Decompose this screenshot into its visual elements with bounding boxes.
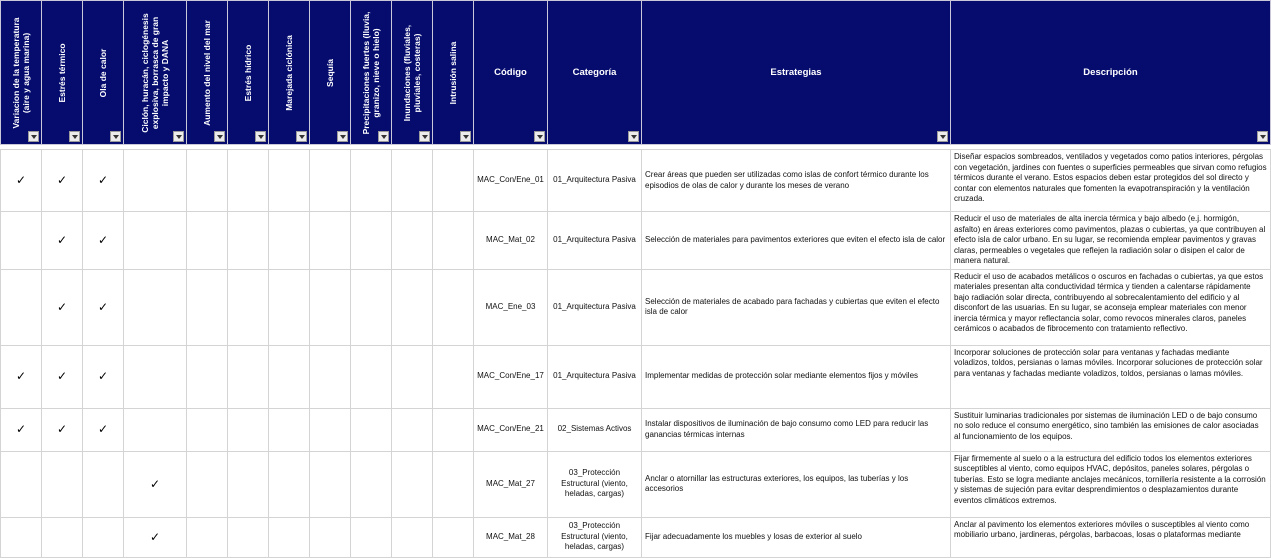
- column-header-codigo[interactable]: [474, 1, 548, 145]
- empty-cell[interactable]: [228, 269, 269, 345]
- table-row[interactable]: [1, 451, 1271, 517]
- estrategia-cell[interactable]: Instalar dispositivos de iluminación de bajo consumo como LED para reducir las ganancias térmicas internas: [642, 408, 951, 451]
- filter-dropdown-icon[interactable]: [69, 131, 80, 142]
- column-header-hazard-10[interactable]: [433, 1, 474, 145]
- column-header-categoria[interactable]: [548, 1, 642, 145]
- categoria-cell[interactable]: 02_Sistemas Activos: [548, 408, 642, 451]
- empty-cell[interactable]: [310, 345, 351, 408]
- column-header-label: Precipitaciones fuertes (lluvia, granizo, nieve o hielo): [361, 11, 381, 134]
- empty-cell[interactable]: [124, 345, 187, 408]
- empty-cell[interactable]: [187, 345, 228, 408]
- checkmark-cell[interactable]: ✓: [83, 408, 124, 451]
- checkmark-cell[interactable]: ✓: [42, 150, 83, 212]
- column-header-label: Categoría: [572, 67, 617, 78]
- empty-cell[interactable]: [351, 408, 392, 451]
- empty-cell[interactable]: [1, 517, 42, 557]
- empty-cell[interactable]: [310, 150, 351, 212]
- column-header-label: Código: [494, 67, 527, 78]
- empty-cell[interactable]: [310, 212, 351, 270]
- column-header-hazard-4[interactable]: [187, 1, 228, 145]
- categoria-cell[interactable]: 01_Arquitectura Pasiva: [548, 345, 642, 408]
- filter-dropdown-icon[interactable]: [534, 131, 545, 142]
- empty-cell[interactable]: [392, 517, 433, 557]
- filter-dropdown-icon[interactable]: [214, 131, 225, 142]
- empty-cell[interactable]: [187, 269, 228, 345]
- descripcion-cell[interactable]: Fijar firmemente al suelo o a la estructura del edificio todos los elementos exteriores susceptibles al viento, como equipos HVAC, depósitos, paneles solares, pérgolas o tuberías. Esto se logra mediante anclajes mecánicos, tornillería resistente a la corrosión y sistemas de sujeción para evitar desprendimientos o desplazamientos durante eventos climáticos extremos.: [951, 451, 1271, 517]
- filter-dropdown-icon[interactable]: [337, 131, 348, 142]
- filter-dropdown-icon[interactable]: [173, 131, 184, 142]
- categoria-cell[interactable]: 03_Protección Estructural (viento, heladas, cargas): [548, 517, 642, 557]
- empty-cell[interactable]: [310, 451, 351, 517]
- filter-dropdown-icon[interactable]: [937, 131, 948, 142]
- empty-cell[interactable]: [187, 408, 228, 451]
- empty-cell[interactable]: [269, 408, 310, 451]
- empty-cell[interactable]: [42, 517, 83, 557]
- estrategia-cell[interactable]: Implementar medidas de protección solar mediante elementos fijos y móviles: [642, 345, 951, 408]
- empty-cell[interactable]: [310, 517, 351, 557]
- empty-cell[interactable]: [433, 408, 474, 451]
- checkmark-cell[interactable]: ✓: [1, 408, 42, 451]
- checkmark-cell[interactable]: ✓: [1, 345, 42, 408]
- empty-cell[interactable]: [228, 451, 269, 517]
- empty-cell[interactable]: [187, 150, 228, 212]
- column-header-hazard-6[interactable]: [269, 1, 310, 145]
- column-header-label: Marejada ciclónica: [284, 34, 294, 111]
- estrategia-cell[interactable]: Selección de materiales de acabado para fachadas y cubiertas que eviten el efecto isla de calor: [642, 269, 951, 345]
- column-header-hazard-5[interactable]: [228, 1, 269, 145]
- empty-cell[interactable]: [269, 451, 310, 517]
- column-header-label: Descripción: [1083, 67, 1138, 78]
- empty-cell[interactable]: [1, 212, 42, 270]
- filter-dropdown-icon[interactable]: [628, 131, 639, 142]
- categoria-cell[interactable]: 01_Arquitectura Pasiva: [548, 269, 642, 345]
- column-header-hazard-2[interactable]: [83, 1, 124, 145]
- codigo-cell[interactable]: MAC_Mat_02: [474, 212, 548, 270]
- empty-cell[interactable]: [228, 150, 269, 212]
- checkmark-cell[interactable]: ✓: [1, 150, 42, 212]
- empty-cell[interactable]: [269, 212, 310, 270]
- checkmark-cell[interactable]: ✓: [42, 345, 83, 408]
- categoria-cell[interactable]: 01_Arquitectura Pasiva: [548, 150, 642, 212]
- categoria-cell[interactable]: 01_Arquitectura Pasiva: [548, 212, 642, 270]
- empty-cell[interactable]: [310, 408, 351, 451]
- empty-cell[interactable]: [310, 269, 351, 345]
- empty-cell[interactable]: [433, 269, 474, 345]
- codigo-cell[interactable]: MAC_Mat_27: [474, 451, 548, 517]
- empty-cell[interactable]: [433, 517, 474, 557]
- empty-cell[interactable]: [228, 345, 269, 408]
- codigo-cell[interactable]: MAC_Con/Ene_17: [474, 345, 548, 408]
- column-header-label: Inundaciones (fluviales, pluviales, costeras): [402, 24, 422, 121]
- codigo-cell[interactable]: MAC_Mat_28: [474, 517, 548, 557]
- descripcion-cell[interactable]: Anclar al pavimento los elementos exteriores móviles o susceptibles al viento como mobiliario urbano, jardineras, pérgolas, barbacoas, losas o plataformas mediante: [951, 517, 1271, 557]
- column-header-descripcion[interactable]: [951, 1, 1271, 145]
- empty-cell[interactable]: [1, 269, 42, 345]
- empty-cell[interactable]: [392, 451, 433, 517]
- filter-dropdown-icon[interactable]: [28, 131, 39, 142]
- empty-cell[interactable]: [187, 212, 228, 270]
- empty-cell[interactable]: [124, 150, 187, 212]
- estrategia-cell[interactable]: Selección de materiales para pavimentos exteriores que eviten el efecto isla de calor: [642, 212, 951, 270]
- filter-dropdown-icon[interactable]: [419, 131, 430, 142]
- descripcion-cell[interactable]: Reducir el uso de acabados metálicos o oscuros en fachadas o cubiertas, ya que estos materiales presentan alta conductividad térmica y tienden a calentarse rápidamente bajo radiación solar directa, contribuyendo al sobrecalentamiento del edificio y al disconfort de las usuarias. En su lugar, se aconseja emplear materiales con menor inercia térmica y mayor reflectancia solar, como revocos minerales claros, paneles cerámicos o acabados de fibrocemento con tratamiento reflectivo.: [951, 269, 1271, 345]
- column-header-label: Ciclón, huracán, ciclogénesis explosiva, borrasca de gran impacto y DANA: [140, 12, 170, 133]
- descripcion-cell[interactable]: Incorporar soluciones de protección solar para ventanas y fachadas mediante voladizos, toldos, persianas o lamas móviles. Incorporar soluciones de protección solar para ventanas y fachadas mediante voladizos, toldos, persianas o lamas móviles.: [951, 345, 1271, 408]
- estrategia-cell[interactable]: Fijar adecuadamente los muebles y losas de exterior al suelo: [642, 517, 951, 557]
- empty-cell[interactable]: [124, 269, 187, 345]
- checkmark-cell[interactable]: ✓: [124, 517, 187, 557]
- header-row: [1, 1, 1271, 150]
- empty-cell[interactable]: [124, 212, 187, 270]
- codigo-cell[interactable]: MAC_Ene_03: [474, 269, 548, 345]
- checkmark-cell[interactable]: ✓: [42, 408, 83, 451]
- column-header-hazard-9[interactable]: [392, 1, 433, 145]
- filter-dropdown-icon[interactable]: [296, 131, 307, 142]
- filter-dropdown-icon[interactable]: [110, 131, 121, 142]
- checkmark-cell[interactable]: ✓: [83, 269, 124, 345]
- estrategia-cell[interactable]: Anclar o atornillar las estructuras exteriores, los equipos, las tuberías y los accesorios: [642, 451, 951, 517]
- column-header-label: Variacion de la temperatura (aire y agua marina): [11, 16, 31, 129]
- column-header-label: Aumento del nivel del mar: [202, 19, 212, 126]
- checkmark-cell[interactable]: ✓: [83, 150, 124, 212]
- table-body: [1, 150, 1271, 558]
- empty-cell[interactable]: [392, 269, 433, 345]
- empty-cell[interactable]: [83, 517, 124, 557]
- empty-cell[interactable]: [187, 517, 228, 557]
- filter-dropdown-icon[interactable]: [378, 131, 389, 142]
- table-row[interactable]: [1, 212, 1271, 270]
- table-row[interactable]: [1, 345, 1271, 408]
- checkmark-cell[interactable]: ✓: [83, 212, 124, 270]
- empty-cell[interactable]: [351, 150, 392, 212]
- empty-cell[interactable]: [1, 451, 42, 517]
- descripcion-cell[interactable]: Reducir el uso de materiales de alta inercia térmica y bajo albedo (e.j. hormigón, asfalto) en áreas exteriores como pavimentos, plazas o cubiertas, ya que contribuyen al efecto isla de calor urbano. En su lugar, se recomienda emplear pavimentos y gravas claras, permeables o vegetales que reflejen la radiación solar o disipen el calor de manera natural.: [951, 212, 1271, 270]
- column-header-estrategias[interactable]: [642, 1, 951, 145]
- empty-cell[interactable]: [269, 269, 310, 345]
- checkmark-cell[interactable]: ✓: [124, 451, 187, 517]
- empty-cell[interactable]: [392, 408, 433, 451]
- estrategia-cell[interactable]: Crear áreas que pueden ser utilizadas como islas de confort térmico durante los episodios de olas de calor y durante los meses de verano: [642, 150, 951, 212]
- table-row[interactable]: [1, 150, 1271, 212]
- empty-cell[interactable]: [351, 212, 392, 270]
- empty-cell[interactable]: [269, 517, 310, 557]
- filter-dropdown-icon[interactable]: [460, 131, 471, 142]
- column-header-label: Ola de calor: [98, 48, 108, 97]
- empty-cell[interactable]: [83, 451, 124, 517]
- empty-cell[interactable]: [228, 517, 269, 557]
- column-header-label: Sequía: [325, 58, 335, 87]
- empty-cell[interactable]: [42, 451, 83, 517]
- categoria-cell[interactable]: 03_Protección Estructural (viento, heladas, cargas): [548, 451, 642, 517]
- empty-cell[interactable]: [269, 345, 310, 408]
- column-header-label: Estrés térmico: [57, 42, 67, 103]
- table-row[interactable]: [1, 269, 1271, 345]
- column-header-label: Estrés hídrico: [243, 44, 253, 101]
- column-header-hazard-0[interactable]: [1, 1, 42, 145]
- descripcion-cell[interactable]: Diseñar espacios sombreados, ventilados y vegetados como patios interiores, pérgolas con vegetación, jardines con fuentes o superficies permeables que sirvan como refugios térmicos durante el verano. Estos espacios deben estar protegidos del sol directo y contar con elementos naturales que fomenten la evapotranspiración y la ventilación cruzada.: [951, 150, 1271, 212]
- empty-cell[interactable]: [351, 269, 392, 345]
- empty-cell[interactable]: [392, 212, 433, 270]
- empty-cell[interactable]: [351, 517, 392, 557]
- table-row[interactable]: [1, 517, 1271, 557]
- descripcion-cell[interactable]: Sustituir luminarias tradicionales por sistemas de iluminación LED o de bajo consumo no solo reduce el consumo energético, sino también las emisiones de calor asociadas al funcionamiento de los equipos.: [951, 408, 1271, 451]
- column-header-label: Estrategias: [770, 67, 822, 78]
- checkmark-cell[interactable]: ✓: [42, 212, 83, 270]
- filter-dropdown-icon[interactable]: [1257, 131, 1268, 142]
- empty-cell[interactable]: [433, 345, 474, 408]
- column-header-hazard-3[interactable]: [124, 1, 187, 145]
- checkmark-cell[interactable]: ✓: [42, 269, 83, 345]
- empty-cell[interactable]: [433, 212, 474, 270]
- codigo-cell[interactable]: MAC_Con/Ene_21: [474, 408, 548, 451]
- empty-cell[interactable]: [228, 212, 269, 270]
- empty-cell[interactable]: [392, 345, 433, 408]
- empty-cell[interactable]: [228, 408, 269, 451]
- column-header-label: Intrusión salina: [448, 41, 458, 104]
- empty-cell[interactable]: [433, 150, 474, 212]
- column-header-hazard-8[interactable]: [351, 1, 392, 145]
- column-header-hazard-7[interactable]: [310, 1, 351, 145]
- empty-cell[interactable]: [351, 345, 392, 408]
- empty-cell[interactable]: [433, 451, 474, 517]
- empty-cell[interactable]: [187, 451, 228, 517]
- checkmark-cell[interactable]: ✓: [83, 345, 124, 408]
- codigo-cell[interactable]: MAC_Con/Ene_01: [474, 150, 548, 212]
- empty-cell[interactable]: [392, 150, 433, 212]
- empty-cell[interactable]: [269, 150, 310, 212]
- filter-dropdown-icon[interactable]: [255, 131, 266, 142]
- table-row[interactable]: [1, 408, 1271, 451]
- empty-cell[interactable]: [351, 451, 392, 517]
- empty-cell[interactable]: [124, 408, 187, 451]
- column-header-hazard-1[interactable]: [42, 1, 83, 145]
